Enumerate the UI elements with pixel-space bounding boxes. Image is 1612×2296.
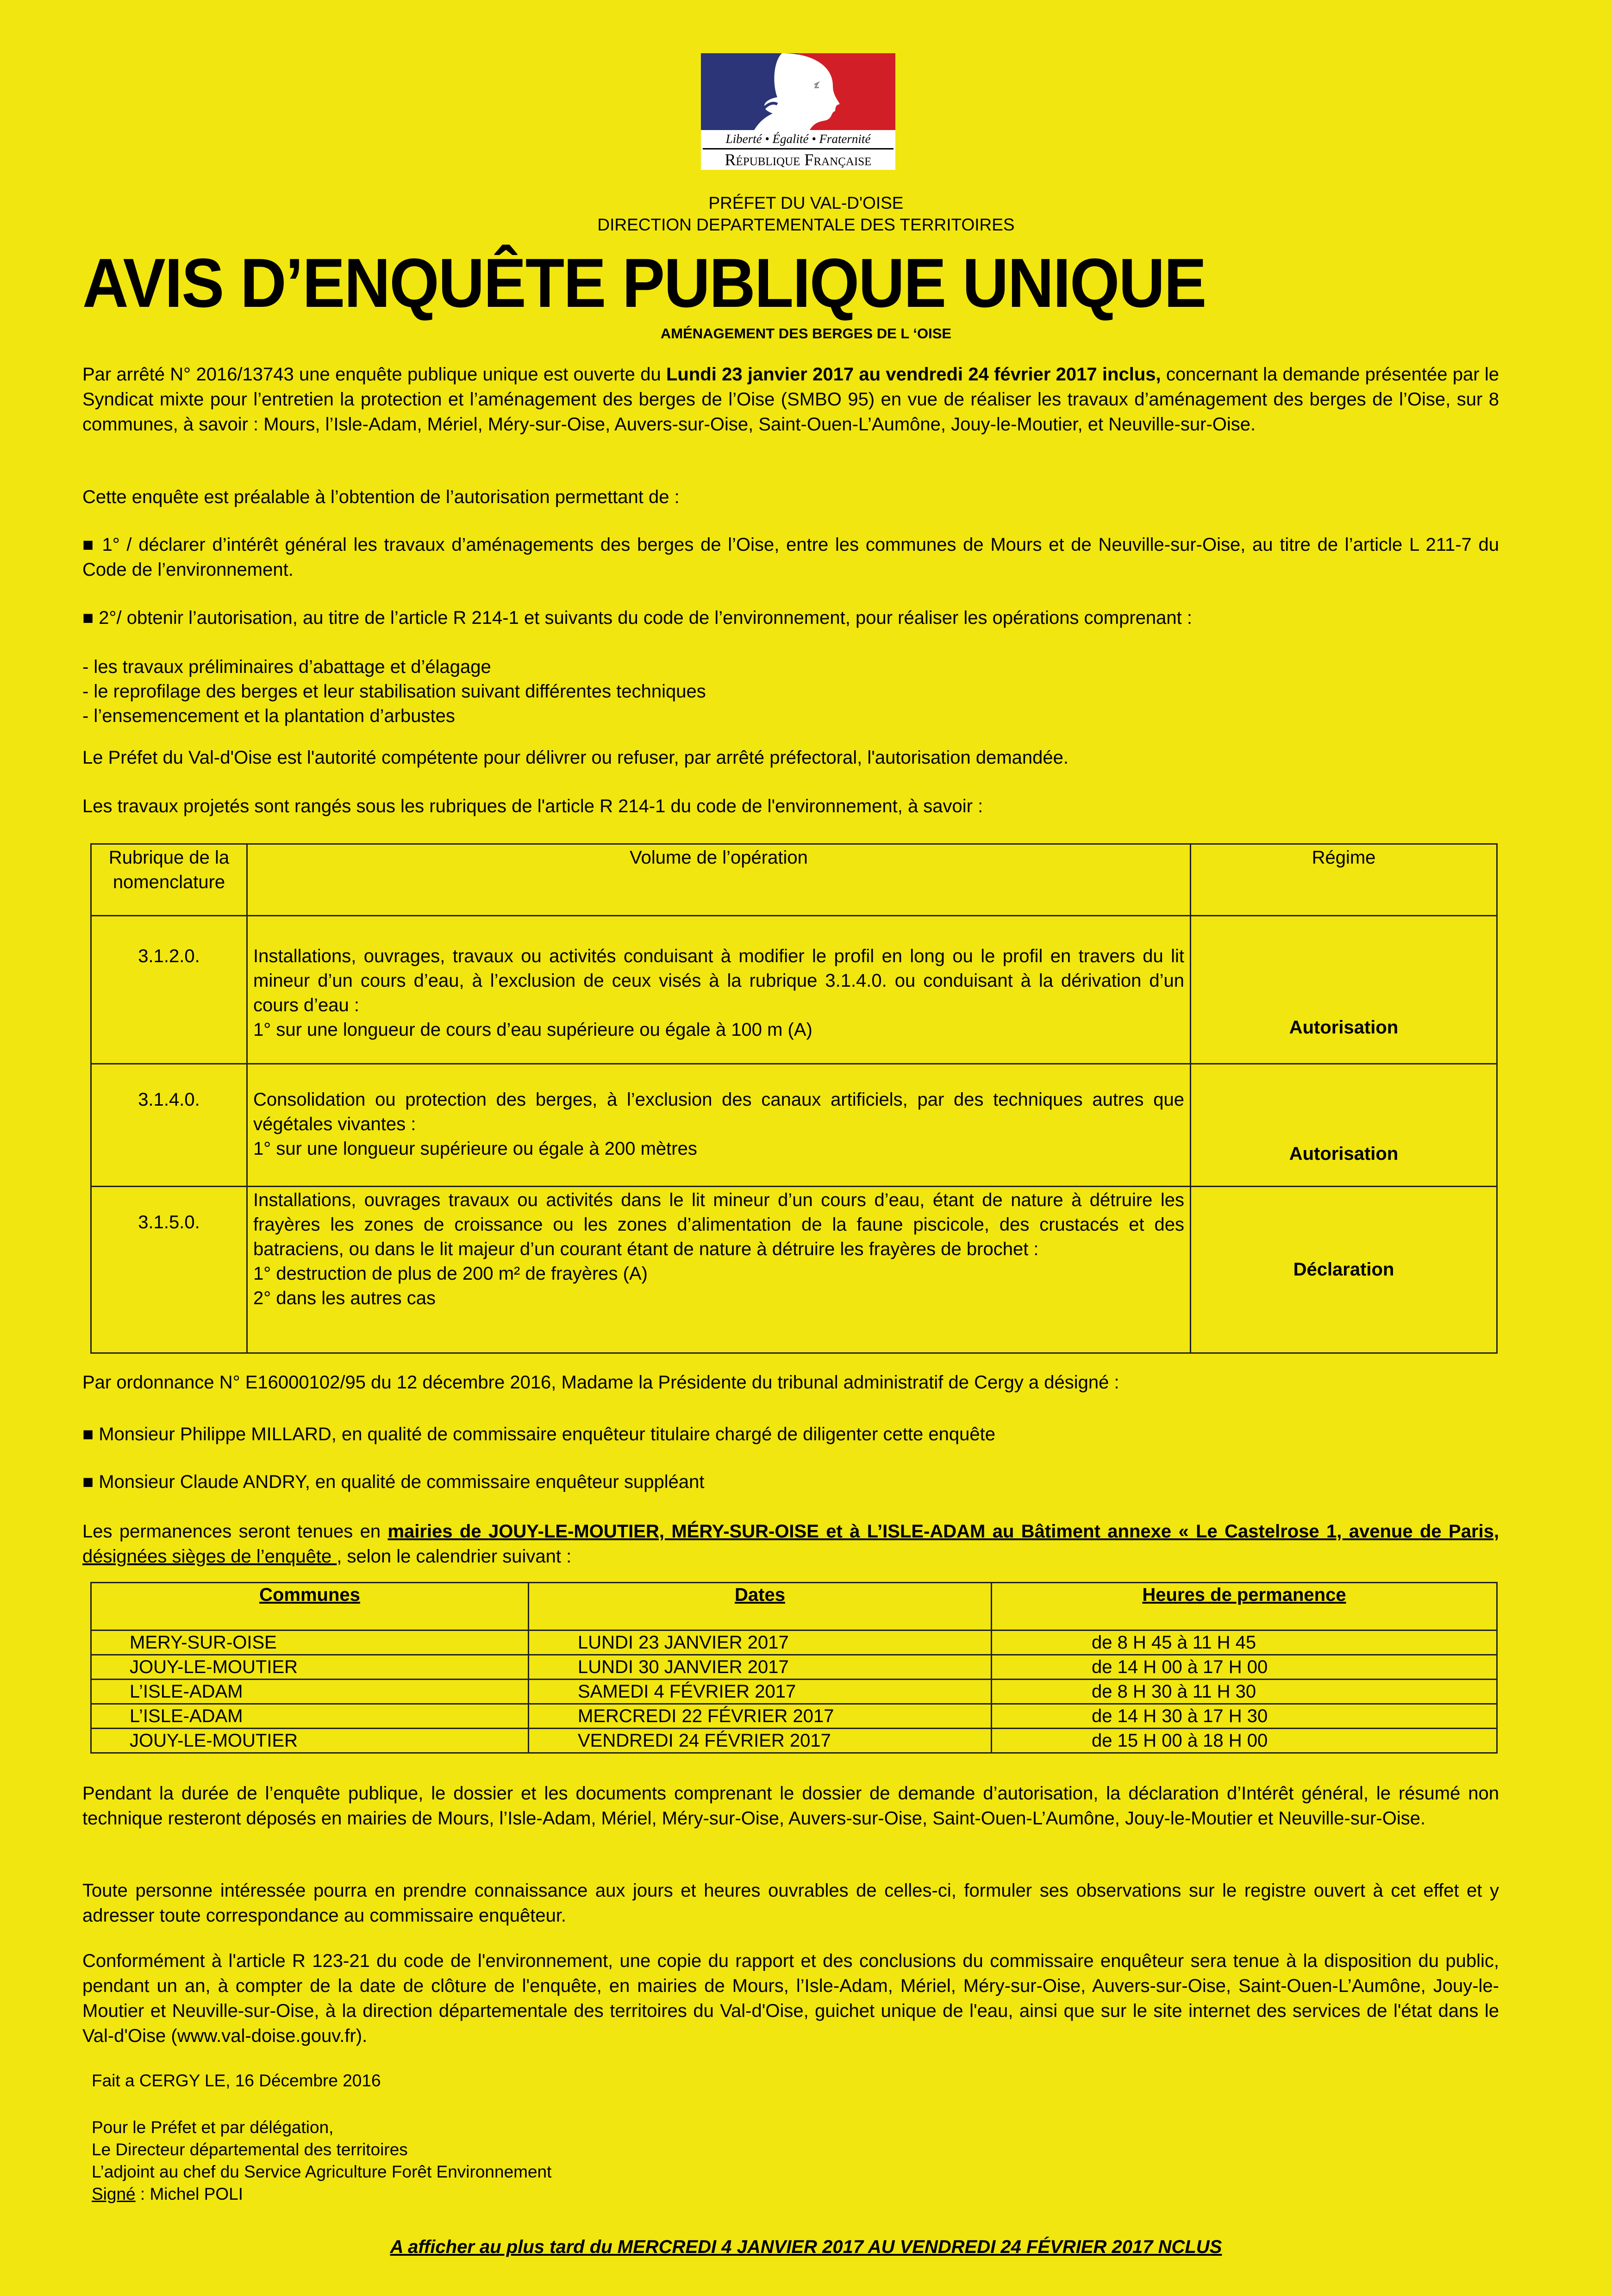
- cell-hours: de 14 H 00 à 17 H 00: [992, 1655, 1497, 1680]
- cell-hours: de 8 H 45 à 11 H 45: [992, 1630, 1497, 1655]
- posting-notice: [0, 2237, 1612, 2258]
- rubrique-regime: Déclaration: [1191, 1187, 1497, 1353]
- cell-commune: JOUY-LE-MOUTIER: [91, 1655, 529, 1680]
- permanences-text-a: Les permanences seront tenues en: [82, 1521, 388, 1542]
- prefect-line: PRÉFET DU VAL-D'OISE: [708, 193, 904, 212]
- intro-text-a: Par arrêté N° 2016/13743 une enquête publique unique est ouverte du: [82, 364, 666, 385]
- consultation-paragraph: Pendant la durée de l’enquête publique, le dossier et les documents comprenant le dossier de demande d’autorisation, la déclaration d’Intérêt général, le résumé non technique resteront déposés en mairies de Mours, l’Isle-Adam, Mériel, Méry-sur-Oise, Auvers-sur-Oise, Saint-Ouen-L’Aumône, Jouy-le-Moutier et Neuville-sur-Oise.: [82, 1783, 1499, 1829]
- signed-label: Signé: [92, 2184, 136, 2203]
- signature-line: [92, 2183, 551, 2205]
- permanences-text-b: , selon le calendrier suivant :: [337, 1546, 572, 1567]
- table-row: [91, 1704, 1497, 1729]
- signature-line: Pour le Préfet et par délégation,: [92, 2118, 334, 2137]
- cell-hours: de 8 H 30 à 11 H 30: [992, 1680, 1497, 1704]
- signature-line: Le Directeur départemental des territoires: [92, 2140, 408, 2159]
- description-line: 1° sur une longueur supérieure ou égale à 200 mètres: [253, 1139, 697, 1159]
- cell-commune: JOUY-LE-MOUTIER: [91, 1729, 529, 1753]
- posting-notice-text: A afficher au plus tard du MERCREDI 4 JANVIER 2017 AU VENDREDI 24 FÉVRIER 2017 NCLUS: [390, 2237, 1222, 2257]
- commissioner-titulaire: ■ Monsieur Philippe MILLARD, en qualité de commissaire enquêteur titulaire chargé de diligenter cette enquête: [82, 1424, 995, 1444]
- description-line: Consolidation ou protection des berges, à l’exclusion des canaux artificiels, par des techniques autres que végétales vivantes :: [253, 1089, 1184, 1134]
- rubrique-code: 3.1.4.0.: [91, 1064, 247, 1187]
- cell-hours: de 15 H 00 à 18 H 00: [992, 1729, 1497, 1753]
- header-dates: Dates: [529, 1583, 992, 1630]
- prerequisite-paragraph: Cette enquête est préalable à l’obtention de l’autorisation permettant de :: [82, 487, 680, 507]
- rubrique-description: [247, 1187, 1191, 1353]
- cell-date: SAMEDI 4 FÉVRIER 2017: [529, 1680, 992, 1704]
- cell-commune: MERY-SUR-OISE: [91, 1630, 529, 1655]
- objective-1: ■ 1° / déclarer d’intérêt général les travaux d’aménagements des berges de l’Oise, entre les communes de Mours et de Neuville-sur-Oise, au titre de l’article L 211-7 du Code de l’environnement.: [82, 535, 1499, 580]
- header-heures: Heures de permanence: [992, 1583, 1497, 1630]
- signature-block: [92, 2116, 551, 2205]
- rubriques-paragraph: Les travaux projetés sont rangés sous les rubriques de l'article R 214-1 du code de l'environnement, à savoir :: [82, 796, 983, 816]
- intro-text-b: concernant la demande présentée par le Syndicat mixte pour l’entretien la protection et l’aménagement des berges de l’Oise (SMBO 95) en vue de réaliser les travaux d’aménagement des berges de l’Oise, sur 8 communes, à savoir : Mours, l’Isle-Adam, Mériel, Méry-sur-Oise, Auvers-sur-Oise, Saint-Ouen-L’Aumône, Jouy-le-Moutier, et Neuville-sur-Oise.: [82, 364, 1499, 435]
- header-volume: Volume de l’opération: [247, 844, 1191, 916]
- list-item: - l’ensemencement et la plantation d’arbustes: [82, 706, 455, 726]
- cell-date: VENDREDI 24 FÉVRIER 2017: [529, 1729, 992, 1753]
- description-line: Installations, ouvrages travaux ou activités dans le lit mineur d’un cours d’eau, étant de nature à détruire les frayères les zones de croissance ou les zones d’alimentation de la faune piscicole, des crustacés et des batraciens, ou dans le lit majeur d’un courant étant de nature à détruire les frayères de brochet :: [253, 1190, 1184, 1259]
- place-date: Fait a CERGY LE, 16 Décembre 2016: [92, 2071, 381, 2090]
- cell-hours: de 14 H 30 à 17 H 30: [992, 1704, 1497, 1729]
- intro-paragraph: [82, 362, 1499, 437]
- table-row: [91, 1680, 1497, 1704]
- logo-name: République Française: [725, 150, 872, 169]
- permanences-locations: mairies de JOUY-LE-MOUTIER, MÉRY-SUR-OISE et à L’ISLE-ADAM au Bâtiment annexe « Le Castelrose 1, avenue de Paris,: [387, 1521, 1499, 1542]
- direction-line: DIRECTION DEPARTEMENTALE DES TERRITOIRES: [597, 215, 1015, 234]
- rubrique-code: 3.1.2.0.: [91, 916, 247, 1064]
- rubrique-code: 3.1.5.0.: [91, 1187, 247, 1353]
- table-row: [91, 1187, 1497, 1353]
- signed-name: : Michel POLI: [135, 2184, 243, 2203]
- cell-date: MERCREDI 22 FÉVRIER 2017: [529, 1704, 992, 1729]
- cell-date: LUNDI 30 JANVIER 2017: [529, 1655, 992, 1680]
- objective-2: ■ 2°/ obtenir l’autorisation, au titre de l’article R 214-1 et suivants du code de l’environnement, pour réaliser les opérations comprenant :: [82, 608, 1193, 628]
- permanences-paragraph: [82, 1519, 1499, 1569]
- signature-line: L’adjoint au chef du Service Agriculture Forêt Environnement: [92, 2162, 552, 2181]
- rubrique-regime: Autorisation: [1191, 916, 1497, 1064]
- marianne-profile-icon: [745, 53, 851, 130]
- header-regime: Régime: [1191, 844, 1497, 916]
- list-item: - le reprofilage des berges et leur stabilisation suivant différentes techniques: [82, 681, 706, 702]
- rubrique-description: [247, 916, 1191, 1064]
- table-header-row: [91, 844, 1497, 916]
- table-header-row: [91, 1583, 1497, 1630]
- header-rubrique: Rubrique de la nomenclature: [91, 844, 247, 916]
- description-line: 1° destruction de plus de 200 m² de frayères (A): [253, 1263, 648, 1284]
- table-row: [91, 916, 1497, 1064]
- commissioner-suppleant: ■ Monsieur Claude ANDRY, en qualité de commissaire enquêteur suppléant: [82, 1472, 705, 1492]
- table-row: [91, 1630, 1497, 1655]
- cell-commune: L’ISLE-ADAM: [91, 1680, 529, 1704]
- cell-date: LUNDI 23 JANVIER 2017: [529, 1630, 992, 1655]
- description-line: Installations, ouvrages, travaux ou activités conduisant à modifier le profil en long ou le profil en travers du lit mineur d’un cours d’eau, à l’exclusion de ceux visés à la rubrique 3.1.4.0. ou conduisant à la dérivation d’un cours d’eau :: [253, 946, 1184, 1015]
- table-row: [91, 1064, 1497, 1187]
- schedule-table: [90, 1582, 1498, 1754]
- works-list: [82, 655, 1499, 728]
- description-line: 2° dans les autres cas: [253, 1288, 436, 1308]
- rubrique-description: [247, 1064, 1191, 1187]
- header-communes: Communes: [91, 1583, 529, 1630]
- description-line: 1° sur une longueur de cours d’eau supérieure ou égale à 100 m (A): [253, 1020, 812, 1040]
- authority-paragraph: Le Préfet du Val-d'Oise est l'autorité compétente pour délivrer ou refuser, par arrêté préfectoral, l'autorisation demandée.: [82, 747, 1068, 768]
- rubrique-regime: Autorisation: [1191, 1064, 1497, 1187]
- observations-paragraph: Toute personne intéressée pourra en prendre connaissance aux jours et heures ouvrables de celles-ci, formuler ses observations sur le registre ouvert à cet effet et y adresser toute correspondance au commissaire enquêteur.: [82, 1880, 1499, 1926]
- logo-motto: Liberté • Égalité • Fraternité: [725, 132, 871, 146]
- permanences-sieges: désignées sièges de l’enquête: [82, 1546, 337, 1567]
- list-item: - les travaux préliminaires d’abattage et d’élagage: [82, 657, 491, 677]
- table-row: [91, 1655, 1497, 1680]
- ordinance-paragraph: Par ordonnance N° E16000102/95 du 12 décembre 2016, Madame la Présidente du tribunal administratif de Cergy a désigné :: [82, 1372, 1119, 1393]
- intro-dates: Lundi 23 janvier 2017 au vendredi 24 février 2017 inclus,: [666, 364, 1161, 385]
- report-paragraph: Conformément à l'article R 123-21 du code de l'environnement, une copie du rapport et des conclusions du commissaire enquêteur sera tenue à la disposition du public, pendant un an, à compter de la date de clôture de l'enquête, en mairies de Mours, l’Isle-Adam, Mériel, Méry-sur-Oise, Auvers-sur-Oise, Saint-Ouen-L’Aumône, Jouy-le-Moutier et Neuville-sur-Oise, à la direction départementale des territoires du Val-d'Oise, guichet unique de l'eau, ainsi que sur le site internet des services de l'état dans le Val-d'Oise (www.val-doise.gouv.fr).: [82, 1951, 1499, 2046]
- republique-francaise-logo: [701, 53, 895, 170]
- page-title: AVIS D’ENQUÊTE PUBLIQUE UNIQUE: [82, 244, 1206, 322]
- page-subtitle: AMÉNAGEMENT DES BERGES DE L ‘OISE: [660, 325, 952, 342]
- logo-rule: [703, 148, 893, 149]
- cell-commune: L’ISLE-ADAM: [91, 1704, 529, 1729]
- table-row: [91, 1729, 1497, 1753]
- nomenclature-table: [90, 843, 1498, 1354]
